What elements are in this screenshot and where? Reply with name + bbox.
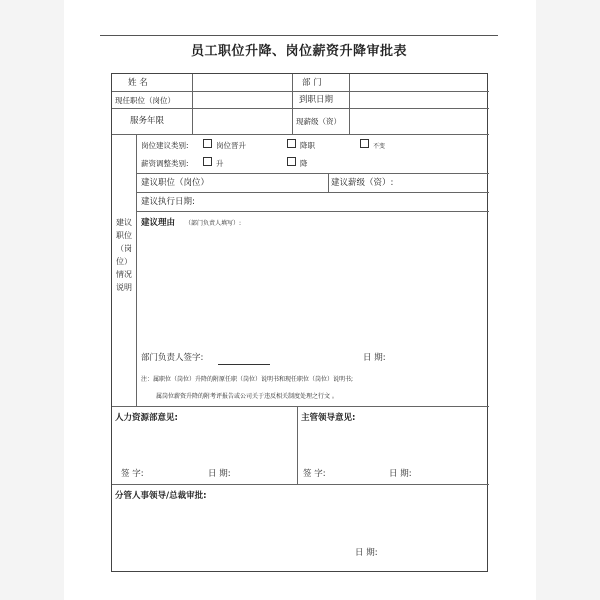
suggest-salary-label: 建议薪级（资）: <box>331 178 394 188</box>
checkbox-demote[interactable] <box>287 139 296 148</box>
row-divider <box>112 484 489 485</box>
side-label: 建议 职位 （岗 位） 情况 说明 <box>116 218 132 292</box>
note-line-1: 注：属职位（岗位）升降的附原任职（岗位）说明书和现任职位（岗位）说明书; <box>141 376 354 383</box>
row-divider <box>136 173 489 174</box>
hr-sign-label: 签 字: <box>121 469 144 479</box>
current-salary-label: 现薪级（资） <box>296 117 341 126</box>
final-date-label: 日 期: <box>355 548 378 558</box>
col-divider <box>192 74 193 134</box>
row-divider <box>136 192 489 193</box>
post-type-label: 岗位建议类别: <box>141 141 189 150</box>
dept-date-label: 日 期: <box>363 353 386 363</box>
approval-form <box>111 73 488 572</box>
join-date-label: 到职日期 <box>299 95 334 105</box>
dept-head-sign-label: 部门负责人签字: <box>141 353 204 363</box>
manager-date-label: 日 期: <box>389 469 412 479</box>
option-unchanged: 不变 <box>373 143 386 150</box>
hr-date-label: 日 期: <box>208 469 231 479</box>
row-divider <box>112 91 489 92</box>
checkbox-raise[interactable] <box>203 157 212 166</box>
row-divider <box>112 108 489 109</box>
service-years-label: 服务年限 <box>130 116 165 126</box>
reason-note: （部门负责人填写）: <box>185 220 242 227</box>
option-raise: 升 <box>216 159 224 168</box>
row-divider <box>112 134 489 135</box>
name-label: 姓 名 <box>128 78 148 88</box>
manager-sign-label: 签 字: <box>303 469 326 479</box>
row-divider <box>136 211 489 212</box>
row-divider <box>112 406 489 407</box>
hr-opinion-label: 人力资源部意见: <box>115 413 178 423</box>
final-approval-label: 分管人事领导/总裁审批: <box>115 491 207 501</box>
exec-date-label: 建议执行日期: <box>141 197 195 207</box>
option-demote: 降职 <box>300 141 315 150</box>
checkbox-lower[interactable] <box>287 157 296 166</box>
signature-line <box>218 364 270 365</box>
option-promote: 岗位晋升 <box>216 141 246 150</box>
salary-type-label: 薪资调整类别: <box>141 159 189 168</box>
note-line-2: 属岗位薪资升降的附考评报告或公司关于违反相关制度处理之行文 。 <box>156 393 338 400</box>
dept-label: 部 门 <box>302 78 322 88</box>
col-divider <box>349 74 350 134</box>
col-divider <box>297 406 298 484</box>
checkbox-promote[interactable] <box>203 139 212 148</box>
col-divider <box>292 74 293 134</box>
checkbox-unchanged[interactable] <box>360 139 369 148</box>
current-post-label: 现任职位（岗位） <box>115 96 175 105</box>
header-rule <box>100 35 498 36</box>
col-divider <box>136 134 137 406</box>
reason-label: 建议理由 <box>141 218 176 228</box>
suggest-post-label: 建议职位（岗位） <box>141 178 210 188</box>
col-divider <box>328 173 329 192</box>
document-title: 员工职位升降、岗位薪资升降审批表 <box>190 44 407 59</box>
manager-opinion-label: 主管领导意见: <box>301 413 356 423</box>
option-lower: 降 <box>300 159 308 168</box>
